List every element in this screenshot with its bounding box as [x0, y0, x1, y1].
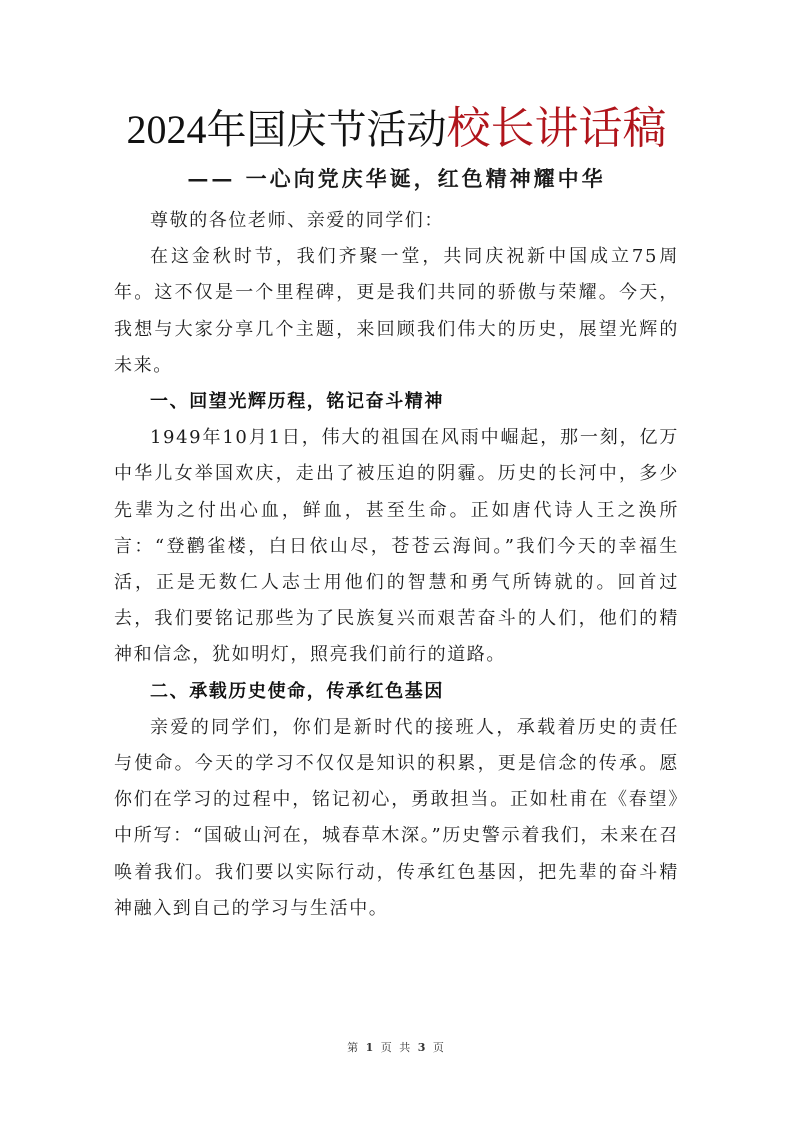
footer-prefix: 第	[347, 1041, 361, 1054]
document-title	[0, 104, 793, 155]
document-subtitle: —— 一心向党庆华诞，红色精神耀中华	[187, 166, 606, 191]
footer-middle: 页 共	[380, 1041, 413, 1054]
section-2-paragraph: 亲爱的同学们，你们是新时代的接班人，承载着历史的责任与使命。今天的学习不仅仅是知识的积累，更是信念的传承。愿你们在学习的过程中，铭记初心，勇敢担当。正如杜甫在《春望》中所写：“国破山河在，城春草木深。”历史警示着我们，未来在召唤着我们。我们要以实际行动，传承红色基因，把先辈的奋斗精神融入到自己的学习与生活中。	[114, 716, 679, 919]
title-black-part: 2024年国庆节活动	[126, 107, 447, 152]
current-page-number: 1	[365, 1041, 376, 1054]
footer-suffix: 页	[432, 1041, 446, 1054]
section-heading-1: 一、回望光辉历程，铭记奋斗精神	[150, 391, 444, 413]
total-page-count: 3	[417, 1041, 428, 1054]
salutation: 尊敬的各位老师、亲爱的同学们：	[150, 210, 444, 231]
intro-paragraph: 在这金秋时节，我们齐聚一堂，共同庆祝新中国成立75周年。这不仅是一个里程碑，更是我们共同的骄傲与荣耀。今天，我想与大家分享几个主题，来回顾我们伟大的历史，展望光辉的未来。	[114, 246, 679, 376]
page-footer	[0, 1040, 793, 1056]
title-red-part: 校长讲话稿	[446, 103, 667, 154]
section-heading-2: 二、承载历史使命，传承红色基因	[150, 680, 444, 702]
section-1-paragraph: 1949年10月1日，伟大的祖国在风雨中崛起，那一刻，亿万中华儿女举国欢庆，走出了被压迫的阴霾。历史的长河中，多少先辈为之付出心血，鲜血，甚至生命。正如唐代诗人王之涣所言：“登鹳雀楼，白日依山尽，苍苍云海间。”我们今天的幸福生活，正是无数仁人志士用他们的智慧和勇气所铸就的。回首过去，我们要铭记那些为了民族复兴而艰苦奋斗的人们，他们的精神和信念，犹如明灯，照亮我们前行的道路。	[114, 427, 679, 666]
document-body	[114, 203, 679, 927]
